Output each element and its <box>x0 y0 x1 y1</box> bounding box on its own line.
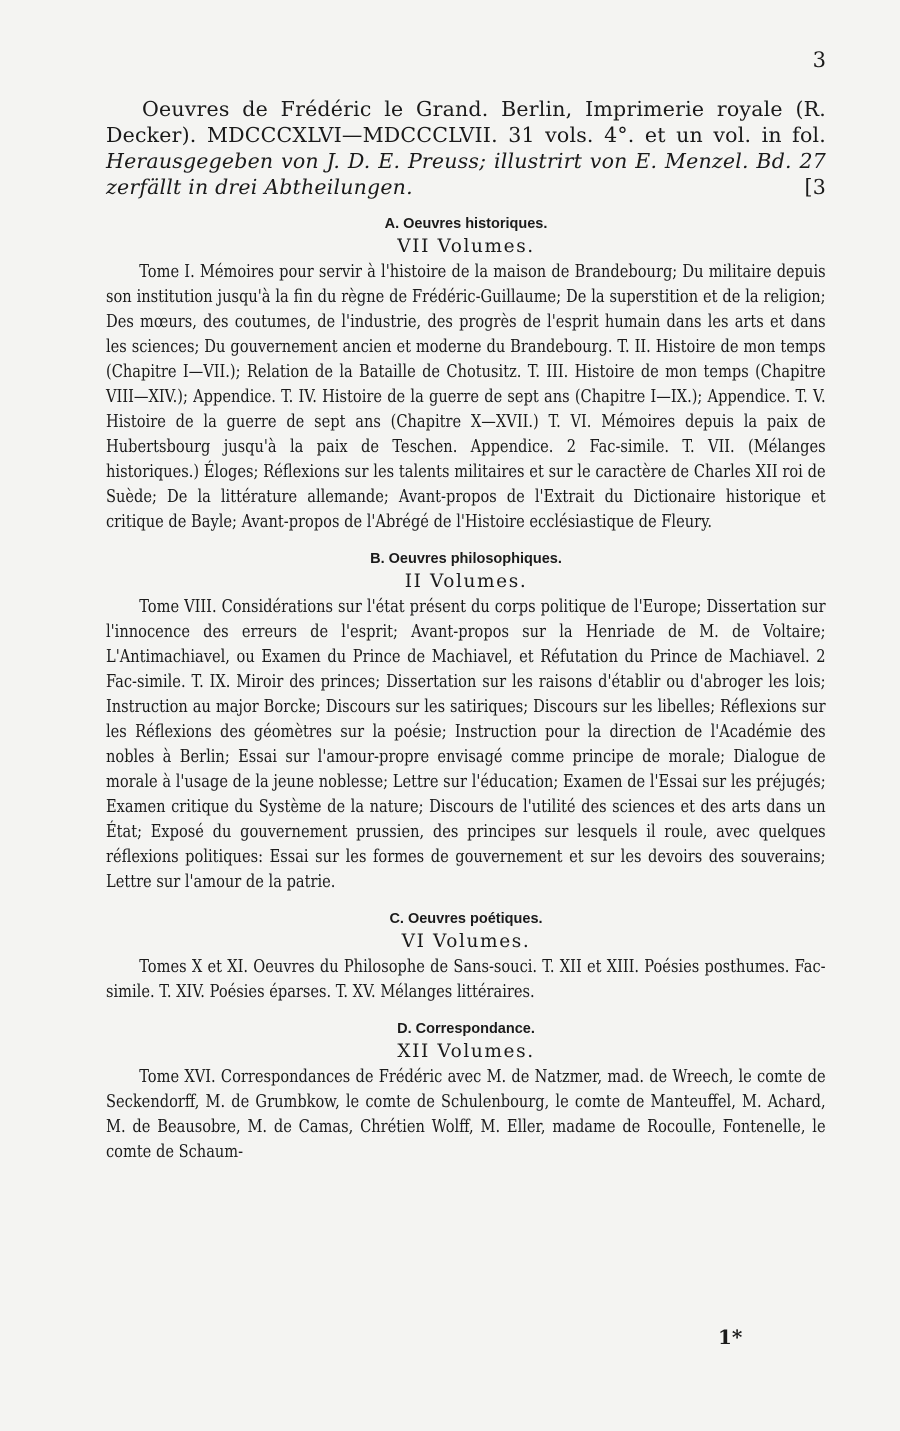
section-volumes: XII Volumes. <box>397 1041 535 1062</box>
section-heading: B. Oeuvres philosophiques. <box>370 551 562 567</box>
entry-editor-note: Herausgegeben von J. D. E. Preuss; illustrirt von E. Menzel. Bd. 27 zerfällt in drei Abtheilungen. <box>106 149 826 199</box>
section-body: Tomes X et XI. Oeuvres du Philosophe de Sans-souci. T. XII et XIII. Poésies posthumes. Fac-simile. T. XIV. Poésies éparses. T. XV. Mélanges littéraires. <box>106 957 826 1002</box>
entry-marker: [3 <box>804 175 826 199</box>
section-body: Tome VIII. Considérations sur l'état présent du corps politique de l'Europe; Dissertation sur l'innocence des erreurs de l'esprit; Avant-propos sur la Henriade de M. de Voltaire; L'Antimachiavel, ou Examen du Prince de Machiavel, et Réfutation du Prince de Machiavel. 2 Fac-simile. T. IX. Miroir des princes; Dissertation sur les raisons d'établir ou d'abroger les lois; Instruction au major Borcke; Discours sur les satiriques; Discours sur les libelles; Réflexions sur les Réflexions des géomètres sur la poésie; Instruction pour la direction de l'Académie des nobles à Berlin; Essai sur l'amour-propre envisagé comme principe de morale; Dialogue de morale à l'usage de la jeune noblesse; Lettre sur l'éducation; Examen de l'Essai sur les préjugés; Examen critique du Système de la nature; Discours de l'utilité des sciences et des arts dans un État; Exposé du gouvernement prussien, des principes sur lesquels il roule, avec quelques réflexions politiques: Essai sur les formes de gouvernement et sur les devoirs des souverains; Lettre sur l'amour de la patrie. <box>106 597 826 892</box>
section-body: Tome XVI. Correspondances de Frédéric avec M. de Natzmer, mad. de Wreech, le comte de Seckendorff, M. de Grumbkow, le comte de Schulenbourg, le comte de Manteuffel, M. Achard, M. de Beausobre, M. de Camas, Chrétien Wolff, M. Eller, madame de Rocoulle, Fontenelle, le comte de Schaum- <box>106 1067 826 1162</box>
section-heading: D. Correspondance. <box>397 1021 535 1037</box>
section-poetiques <box>106 909 826 1005</box>
section-heading: C. Oeuvres poétiques. <box>389 911 543 927</box>
section-philosophiques <box>106 549 826 895</box>
page-number: 3 <box>812 48 826 72</box>
entry-title: Oeuvres de Frédéric le Grand. Berlin, Imprimerie royale (R. Decker). MDCCCXLVI—MDCCCLVII. 31 vols. 4°. et un vol. in fol. <box>106 97 826 147</box>
bibliographic-entry <box>106 96 826 200</box>
section-historiques <box>106 214 826 535</box>
section-volumes: II Volumes. <box>404 571 528 592</box>
section-heading: A. Oeuvres historiques. <box>384 216 548 232</box>
section-correspondance <box>106 1019 826 1165</box>
signature-mark: 1* <box>718 1325 743 1349</box>
document-page <box>106 48 826 1165</box>
section-body: Tome I. Mémoires pour servir à l'histoire de la maison de Brandebourg; Du militaire depuis son institution jusqu'à la fin du règne de Frédéric-Guillaume; De la superstition et de la religion; Des mœurs, des coutumes, de l'industrie, des progrès de l'esprit humain dans les arts et dans les sciences; Du gouvernement ancien et moderne du Brandebourg. T. II. Histoire de mon temps (Chapitre I—VII.); Relation de la Bataille de Chotusitz. T. III. Histoire de mon temps (Chapitre VIII—XIV.); Appendice. T. IV. Histoire de la guerre de sept ans (Chapitre I—IX.); Appendice. T. V. Histoire de la guerre de sept ans (Chapitre X—XVII.) T. VI. Mémoires depuis la paix de Hubertsbourg jusqu'à la paix de Teschen. Appendice. 2 Fac-simile. T. VII. (Mélanges historiques.) Éloges; Réflexions sur les talents militaires et sur le caractère de Charles XII roi de Suède; De la littérature allemande; Avant-propos de l'Extrait du Dictionaire historique et critique de Bayle; Avant-propos de l'Abrégé de l'Histoire ecclésiastique de Fleury. <box>106 262 826 532</box>
section-volumes: VII Volumes. <box>397 236 535 257</box>
section-volumes: VI Volumes. <box>401 931 531 952</box>
